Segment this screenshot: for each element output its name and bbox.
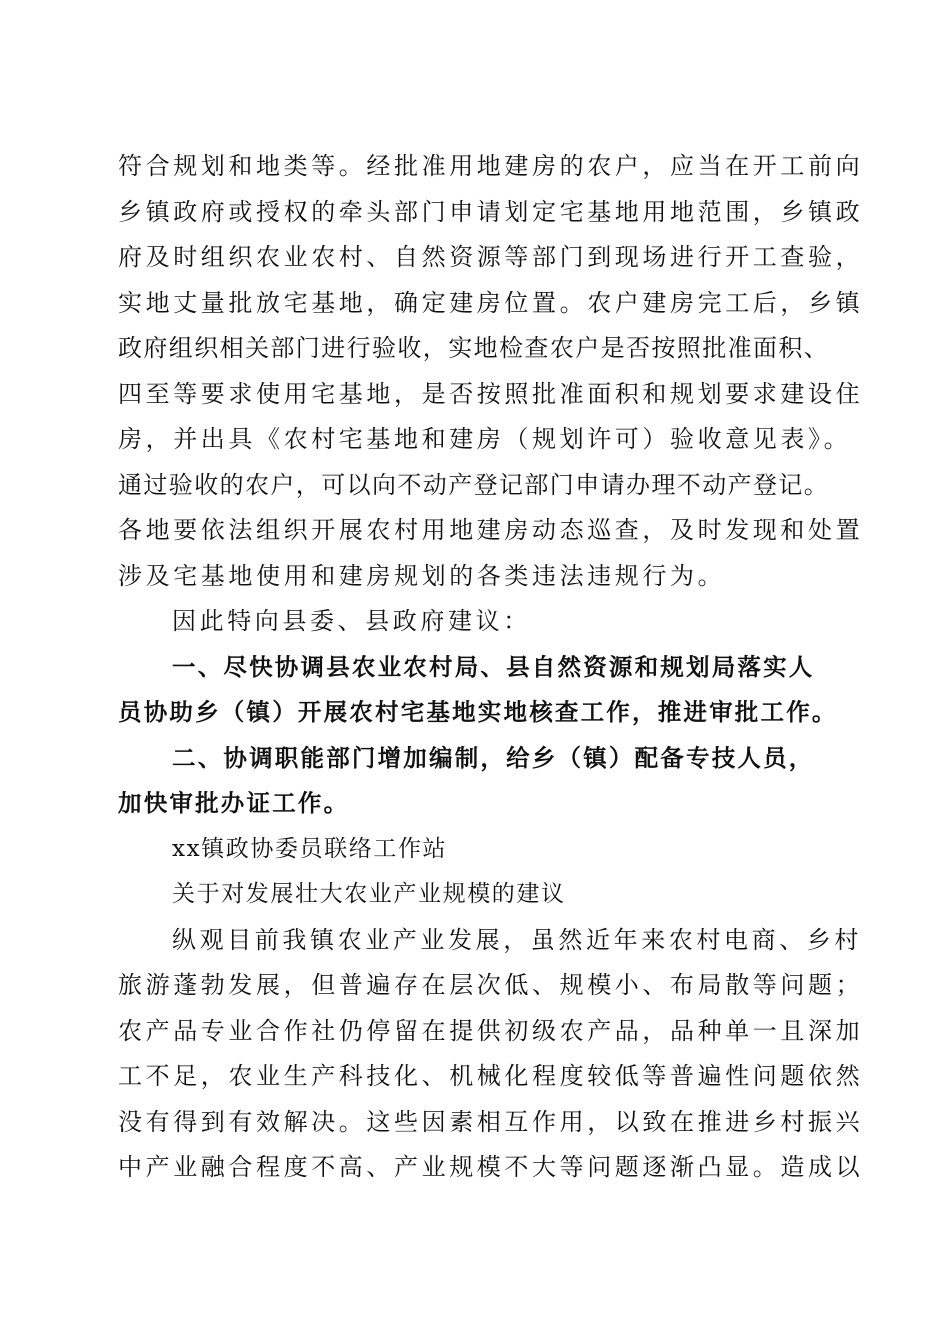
body-line: 各地要依法组织开展农村用地建房动态巡查，及时发现和处置	[118, 516, 864, 544]
body-line: 纵观目前我镇农业产业发展，虽然近年来农村电商、乡村	[172, 925, 862, 954]
recommendation-two: 二、协调职能部门增加编制，给乡（镇）配备专技人员，	[172, 743, 815, 772]
body-line: 工不足，农业生产科技化、机械化程度较低等普遍性问题依然	[118, 1062, 864, 1090]
body-line: 通过验收的农户，可以向不动产登记部门申请办理不动产登记。	[118, 470, 830, 499]
proposal-title: 关于对发展壮大农业产业规模的建议	[172, 881, 566, 907]
recommendation-intro: 因此特向县委、县政府建议：	[172, 607, 531, 635]
body-line: 府及时组织农业农村、自然资源等部门到现场进行开工查验，	[118, 243, 864, 271]
body-line: 涉及宅基地使用和建房规划的各类违法违规行为。	[118, 561, 726, 590]
body-line: 旅游蓬勃发展，但普遍存在层次低、规模小、布局散等问题；	[118, 971, 864, 999]
body-line: 四至等要求使用宅基地，是否按照批准面积和规划要求建设住	[118, 379, 864, 408]
body-line: 农产品专业合作社仍停留在提供初级农产品，品种单一且深加	[118, 1016, 864, 1045]
recommendation-two-cont: 加快审批办证工作。	[118, 789, 350, 817]
station-name: xx镇政协委员联络工作站	[172, 835, 448, 862]
document-body	[118, 144, 864, 1191]
body-line: 中产业融合程度不高、产业规模不大等问题逐渐凸显。造成以	[118, 1153, 864, 1181]
body-line: 房，并出具《农村宅基地和建房（规划许可）验收意见表》。	[118, 425, 852, 453]
body-line: 乡镇政府或授权的牵头部门申请划定宅基地用地范围，乡镇政	[118, 197, 864, 226]
body-line: 没有得到有效解决。这些因素相互作用，以致在推进乡村振兴	[118, 1107, 864, 1136]
body-line: 政府组织相关部门进行验收，实地检查农户是否按照批准面积、	[118, 334, 830, 362]
recommendation-one-cont: 员协助乡（镇）开展农村宅基地实地核查工作，推进审批工作。	[118, 698, 838, 726]
body-line: 实地丈量批放宅基地，确定建房位置。农户建房完工后，乡镇	[118, 288, 864, 317]
recommendation-one: 一、尽快协调县农业农村局、县自然资源和规划局落实人	[172, 652, 815, 681]
body-line: 符合规划和地类等。经批准用地建房的农户，应当在开工前向	[118, 152, 864, 180]
